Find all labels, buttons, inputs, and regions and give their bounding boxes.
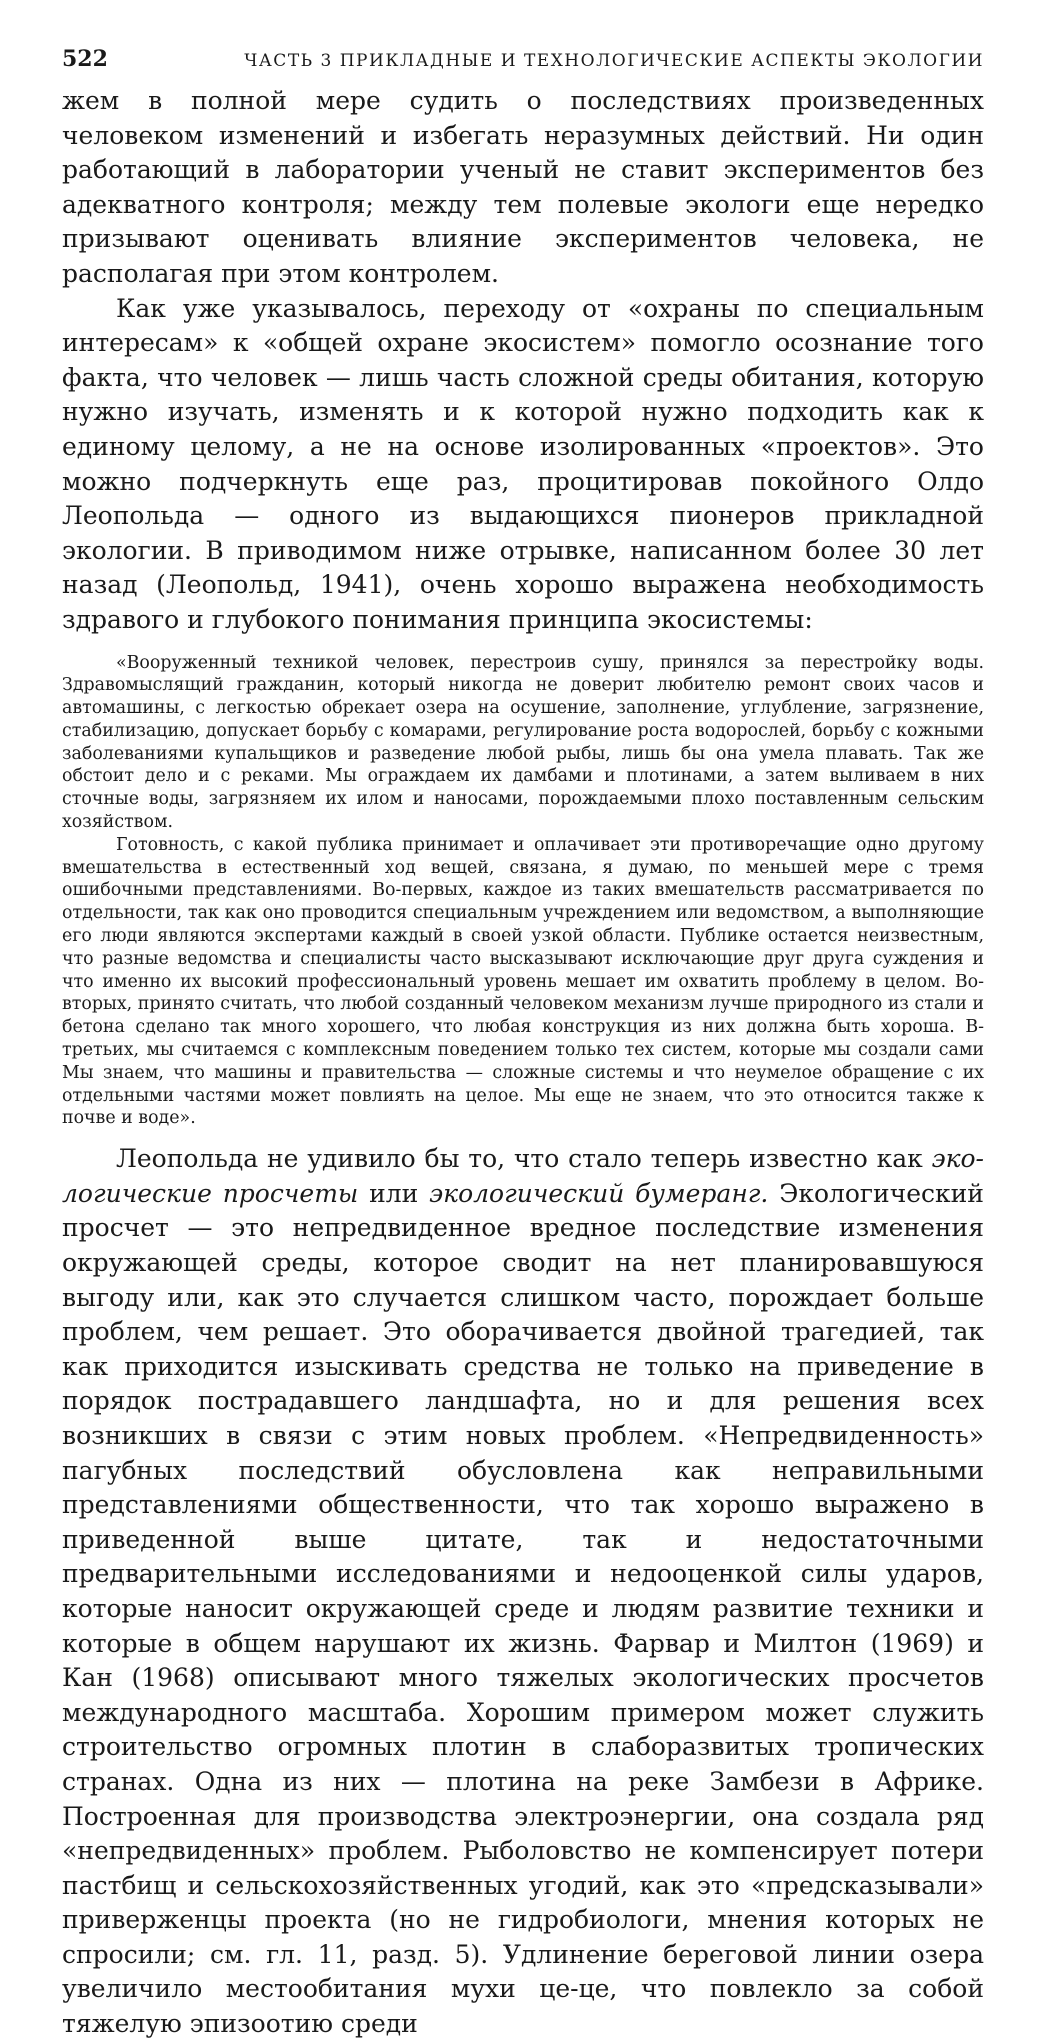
page-header	[62, 46, 984, 76]
text-run: Экологический просчет — это непредвиденное вредное последствие изменения окружающей среды, которое сводит на нет планировавшуюся выгоду или, как это случается слишком часто, порождает больше проблем, чем решает. Это оборачивается двойной трагедией, так как приходится изыскивать средства не только на приведение в порядок пострадавшего ландшафта, но и для решения всех возникших в связи с этим новых проблем. «Непредвиденность» пагубных последствий обусловлена как неправильными представлениями общественности, что так хорошо выражено в приведенной выше цитате, так и недостаточными предварительными исследованиями и недооценкой силы ударов, которые наносит окружающей среде и людям развитие техники и которые в общем нарушают их жизнь. Фарвар и Милтон (1969) и Кан (1968) описывают много тяжелых экологических просчетов международного масштаба. Хорошим примером может служить строительство огромных плотин в слаборазвитых тропических странах. Одна из них — плотина на реке Замбези в Африке. Построенная для производства электроэнергии, она создала ряд «непредвиденных» проблем. Рыболовство не компенсирует потери пастбищ и сельскохозяйственных угодий, как это «предсказывали» приверженцы проекта (но не гидробиологи, мнения которых не спросили; см. гл. 11, разд. 5). Удлинение береговой линии озера увеличило местообитания мухи це-це, что повлекло за собой тяжелую эпизоотию среди	[62, 1178, 984, 2039]
term-ecological-miscalculations: экологические просчеты	[62, 1144, 984, 1208]
term-ecological-boomerang: экологический бумеранг.	[429, 1178, 769, 1208]
paragraph-ecosystem-protection: Как уже указывалось, переходу от «охраны по специальным интересам» к «общей охране экосистем» помогло осознание того факта, что человек — лишь часть сложной среды обитания, которую нужно изучать, изменять и к которой нужно подходить как к единому целому, а не на основе изолированных «проектов». Это можно подчеркнуть еще раз, процитировав покойного Олдо Леопольда — одного из выдающихся пионеров прикладной экологии. В приводимом ниже отрывке, написанном более 30 лет назад (Леопольд, 1941), очень хорошо выражена необходимость здравого и глубокого понимания принципа экосистемы:	[62, 293, 984, 634]
text-run: или	[358, 1178, 430, 1208]
paragraph-continuation: жем в полной мере судить о последствиях произведенных человеком изменений и избегать неразумных действий. Ни один работающий в лаборатории ученый не ставит экспериментов без адекватного контроля; между тем полевые экологи еще нередко призывают оценивать влияние экспериментов человека, не располагая при этом контролем.	[62, 86, 984, 288]
leopold-quote	[62, 652, 984, 1131]
running-head: ЧАСТЬ 3 ПРИКЛАДНЫЕ И ТЕХНОЛОГИЧЕСКИЕ АСПЕКТЫ ЭКОЛОГИИ	[244, 51, 984, 71]
quote-paragraph-1: «Вооруженный техникой человек, перестроив сушу, принялся за перестройку воды. Здравомыслящий гражданин, который никогда не доверит любителю ремонт своих часов и автомашины, с легкостью обрекает озера на осушение, заполнение, углубление, загрязнение, стабилизацию, допускает борьбу с комарами, регулирование роста водорослей, борьбу с кожными заболеваниями купальщиков и разведение любой рыбы, лишь бы она умела плавать. Так же обстоит дело и с реками. Мы ограждаем их дамбами и плотинами, а затем выливаем в них сточные воды, загрязняем их илом и наносами, порождаемыми плохо поставленным сельским хозяйством.	[62, 652, 984, 833]
paragraph-ecological-backlash	[62, 1142, 984, 2041]
text-run: Леопольда не удивило бы то, что стало теперь известно как	[116, 1144, 932, 1174]
quote-paragraph-2: Готовность, с какой публика принимает и оплачивает эти противоречащие одно другому вмешательства в естественный ход вещей, связана, я думаю, по меньшей мере с тремя ошибочными представлениями. Во-первых, каждое из таких вмешательств рассматривается по отдельности, так как оно проводится специальным учреждением или ведомством, а выполняющие его люди являются экспертами каждый в своей узкой области. Публике остается неизвестным, что разные ведомства и специалисты часто высказывают исключающие друг друга суждения и что именно их высокий профессиональный уровень мешает им охватить проблему в целом. Во-вторых, принято считать, что любой созданный человеком механизм лучше природного из стали и бетона сделано так много хорошего, что любая конструкция из них должна быть хороша. В-третьих, мы считаемся с комплексным поведением только тех систем, которые мы создали сами Мы знаем, что машины и правительства — сложные системы и что неумелое обращение с их отдельными частями может повлиять на целое. Мы еще не знаем, что это относится также к почве и воде».	[62, 834, 984, 1129]
page-number: 522	[62, 46, 108, 72]
